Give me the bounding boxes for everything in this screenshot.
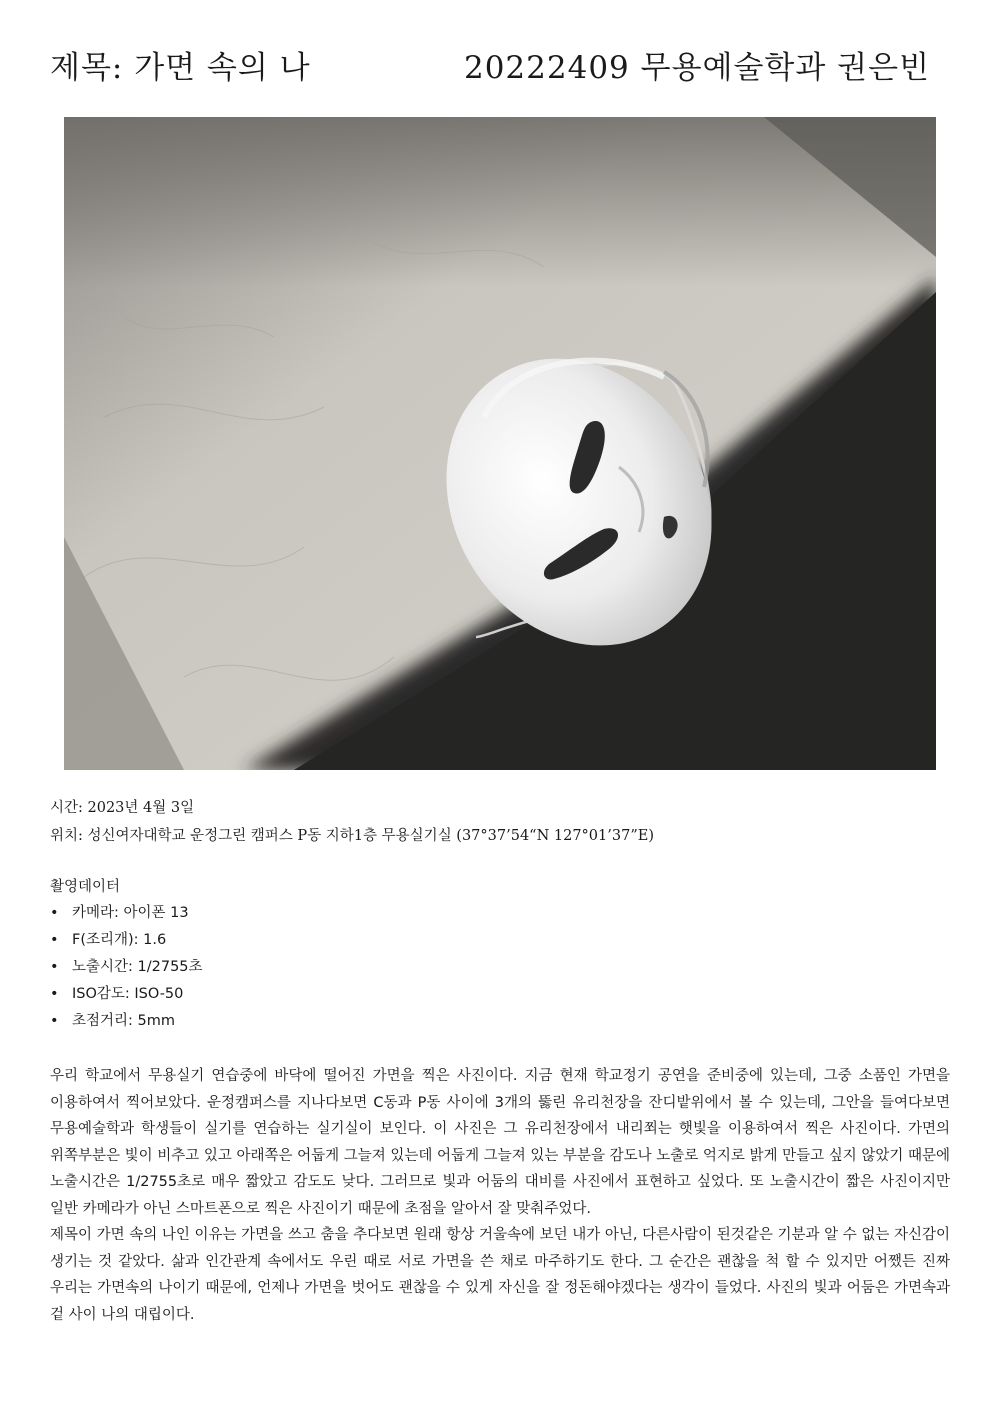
bullet: • [50, 932, 59, 948]
spec-aperture: F(조리개): 1.6 [72, 932, 167, 948]
spec-exposure: 노출시간: 1/2755초 [72, 959, 203, 975]
list-item [50, 981, 203, 1008]
list-item [50, 954, 203, 981]
photo-time: 시간: 2023년 4월 3일 [50, 800, 195, 816]
title-row [50, 42, 930, 90]
spec-camera: 카메라: 아이폰 13 [72, 905, 189, 921]
page-title: 제목: 가면 속의 나 [50, 50, 311, 86]
photo-meta [50, 794, 950, 850]
bullet: • [50, 905, 59, 921]
shooting-data-list [50, 900, 203, 1035]
bullet: • [50, 986, 59, 1002]
bullet: • [50, 1013, 59, 1029]
mask-photo [64, 117, 936, 770]
white-mask-photo-icon [64, 117, 936, 770]
bullet: • [50, 959, 59, 975]
list-item [50, 900, 203, 927]
essay-paragraph-2: 제목이 가면 속의 나인 이유는 가면을 쓰고 춤을 추다보면 원래 항상 거울속에 보던 내가 아닌, 다른사람이 된것같은 기분과 알 수 없는 자신감이 생기는 것 같았다. 삶과 인간관계 속에서도 우린 때로 서로 가면을 쓴 채로 마주하기도 한다. 그 순간은 괜찮을 척 할 수 있지만 어쨌든 진짜 우리는 가면속의 나이기 때문에, 언제나 가면을 벗어도 괜찮을 수 있게 자신을 잘 정돈해야겠다는 생각이 들었다. 사진의 빛과 어둠은 가면속과 겉 사이 나의 대립이다. [50, 1227, 950, 1323]
shooting-data-heading: 촬영데이터 [50, 879, 121, 895]
author-info: 20222409 무용예술학과 권은빈 [463, 50, 930, 86]
photo-location: 위치: 성신여자대학교 운정그린 캠퍼스 P동 지하1층 무용실기실 (37°37’54“N 127°01’37”E) [50, 828, 654, 844]
list-item [50, 927, 203, 954]
essay-paragraph-1: 우리 학교에서 무용실기 연습중에 바닥에 떨어진 가면을 찍은 사진이다. 지금 현재 학교정기 공연을 준비중에 있는데, 그중 소품인 가면을 이용하여서 찍어보았다. 운정캠퍼스를 지나다보면 C동과 P동 사이에 3개의 뚫린 유리천장을 잔디밭위에서 볼 수 있는데, 그안을 들여다보면 무용예술학과 학생들이 실기를 연습하는 실기실이 보인다. 이 사진은 그 유리천장에서 내리쬐는 햇빛을 이용하여서 찍은 사진이다. 가면의 위쪽부분은 빛이 비추고 있고 아래쪽은 어둡게 그늘져 있는데 어둡게 그늘져 있는 부분을 감도나 노출로 억지로 밝게 만들고 싶지 않았기 때문에 노출시간은 1/2755초로 매우 짧았고 감도도 낮다. 그러므로 빛과 어둠의 대비를 사진에서 표현하고 싶었다. 또 노출시간이 짧은 사진이지만 일반 카메라가 아닌 스마트폰으로 찍은 사진이기 때문에 초점을 알아서 잘 맞춰주었다. [50, 1068, 950, 1217]
spec-focal-length: 초점거리: 5mm [72, 1013, 175, 1029]
list-item [50, 1008, 203, 1035]
spec-iso: ISO감도: ISO-50 [72, 986, 184, 1002]
essay-body [50, 1063, 950, 1328]
